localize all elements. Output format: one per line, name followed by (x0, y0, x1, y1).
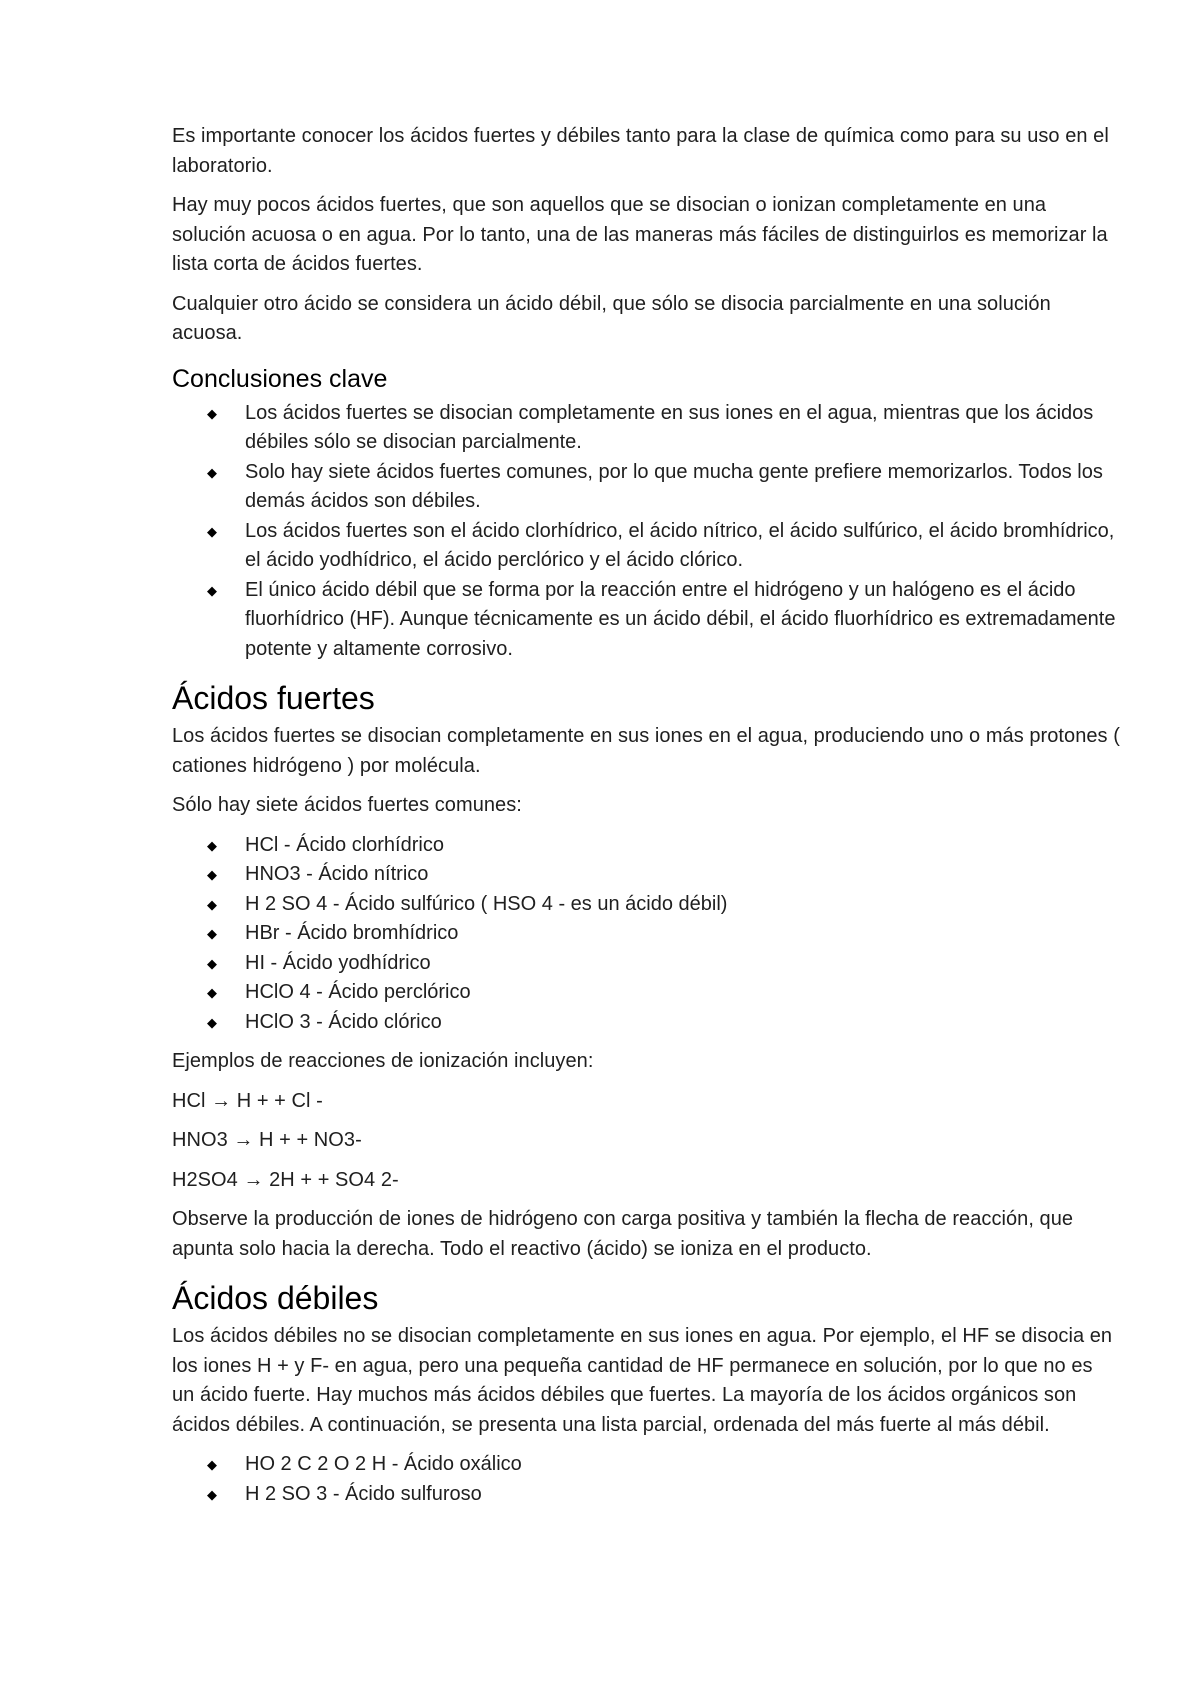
diamond-bullet-icon: ◆ (207, 985, 217, 1000)
diamond-bullet-icon: ◆ (207, 1457, 217, 1472)
list-item (207, 1480, 1120, 1510)
conclusions-heading: Conclusiones clave (172, 364, 388, 393)
list-item-text: HO 2 C 2 O 2 H - Ácido oxálico (245, 1453, 522, 1475)
list-item-text: H 2 SO 4 - Ácido sulfúrico ( HSO 4 - es un ácido débil) (245, 892, 728, 915)
diamond-bullet-icon: ◆ (207, 1486, 217, 1502)
list-item (207, 576, 1120, 665)
equation-1: HCl → H + + Cl - (172, 1089, 323, 1112)
list-item (207, 860, 1120, 890)
list-item-text: Solo hay siete ácidos fuertes comunes, por lo que mucha gente prefiere memorizarlos. Todos los demás ácidos son débiles. (245, 460, 1103, 512)
diamond-bullet-icon: ◆ (207, 464, 217, 480)
list-item (207, 978, 1120, 1008)
weak-acids-heading: Ácidos débiles (172, 1280, 379, 1316)
list-item-text: HClO 4 - Ácido perclórico (245, 981, 471, 1003)
examples-intro: Ejemplos de reacciones de ionización incluyen: (172, 1050, 594, 1072)
diamond-bullet-icon: ◆ (207, 582, 217, 598)
diamond-bullet-icon: ◆ (207, 896, 217, 912)
list-item-text: Los ácidos fuertes son el ácido clorhídrico, el ácido nítrico, el ácido sulfúrico, el ácido bromhídrico, el ácido yodhídrico, el ácido perclórico y el ácido clórico. (245, 519, 1115, 571)
list-item (207, 458, 1120, 517)
diamond-bullet-icon: ◆ (207, 955, 217, 971)
list-item-text: H 2 SO 3 - Ácido sulfuroso (245, 1482, 482, 1505)
list-item (207, 1008, 1120, 1038)
weak-acids-paragraph-1: Los ácidos débiles no se disocian completamente en sus iones en agua. Por ejemplo, el HF se disocia en los iones H + y F- en agua, pero una pequeña cantidad de HF permanece en solución, por lo que no es un ácido fuerte. Hay muchos más ácidos débiles que fuertes. La mayoría de los ácidos orgánicos son ácidos débiles. A continuación, se presenta una lista parcial, ordenada del más fuerte al más débil. (172, 1325, 1113, 1436)
strong-acids-note: Observe la producción de iones de hidrógeno con carga positiva y también la flecha de reacción, que apunta solo hacia la derecha. Todo el reactivo (ácido) se ioniza en el producto. (172, 1208, 1074, 1260)
list-item-text: Los ácidos fuertes se disocian completamente en sus iones en el agua, mientras que los ácidos débiles sólo se disocian parcialmente. (245, 401, 1094, 453)
list-item (207, 517, 1120, 576)
diamond-bullet-icon: ◆ (207, 926, 217, 941)
diamond-bullet-icon: ◆ (207, 1014, 217, 1030)
list-item (207, 890, 1120, 920)
diamond-bullet-icon: ◆ (207, 523, 217, 539)
list-item-text: El único ácido débil que se forma por la reacción entre el hidrógeno y un halógeno es el ácido fluorhídrico (HF). Aunque técnicamente es un ácido débil, el ácido fluorhídrico es extremadamente potente y altamente corrosivo. (245, 578, 1116, 660)
list-item (207, 1450, 1120, 1480)
diamond-bullet-icon: ◆ (207, 837, 217, 853)
intro-paragraph-1: Es importante conocer los ácidos fuertes y débiles tanto para la clase de química como para su uso en el laboratorio. (172, 125, 1109, 177)
list-item-text: HBr - Ácido bromhídrico (245, 922, 459, 944)
list-item-text: HCl - Ácido clorhídrico (245, 833, 444, 856)
list-item (207, 949, 1120, 979)
strong-acids-heading: Ácidos fuertes (172, 680, 375, 716)
intro-paragraph-2: Hay muy pocos ácidos fuertes, que son aquellos que se disocian o ionizan completamente en una solución acuosa o en agua. Por lo tanto, una de las maneras más fáciles de distinguirlos es memorizar la lista corta de ácidos fuertes. (172, 194, 1108, 275)
list-item (207, 919, 1120, 949)
intro-paragraph-3: Cualquier otro ácido se considera un ácido débil, que sólo se disocia parcialmente en una solución acuosa. (172, 292, 1051, 344)
conclusions-list (172, 399, 1120, 665)
diamond-bullet-icon: ◆ (207, 867, 217, 882)
strong-acids-paragraph-2: Sólo hay siete ácidos fuertes comunes: (172, 794, 522, 816)
list-item-text: HI - Ácido yodhídrico (245, 951, 431, 974)
list-item-text: HNO3 - Ácido nítrico (245, 863, 429, 885)
diamond-bullet-icon: ◆ (207, 405, 217, 421)
list-item (207, 399, 1120, 458)
equation-3: H2SO4 → 2H + + SO4 2- (172, 1168, 399, 1191)
list-item-text: HClO 3 - Ácido clórico (245, 1010, 442, 1033)
list-item (207, 831, 1120, 861)
strong-acids-list (172, 831, 1120, 1038)
equation-2: HNO3 → H + + NO3- (172, 1129, 362, 1151)
strong-acids-paragraph-1: Los ácidos fuertes se disocian completamente en sus iones en el agua, produciendo uno o más protones ( cationes hidrógeno ) por molécula. (172, 725, 1120, 777)
weak-acids-list (172, 1450, 1120, 1509)
